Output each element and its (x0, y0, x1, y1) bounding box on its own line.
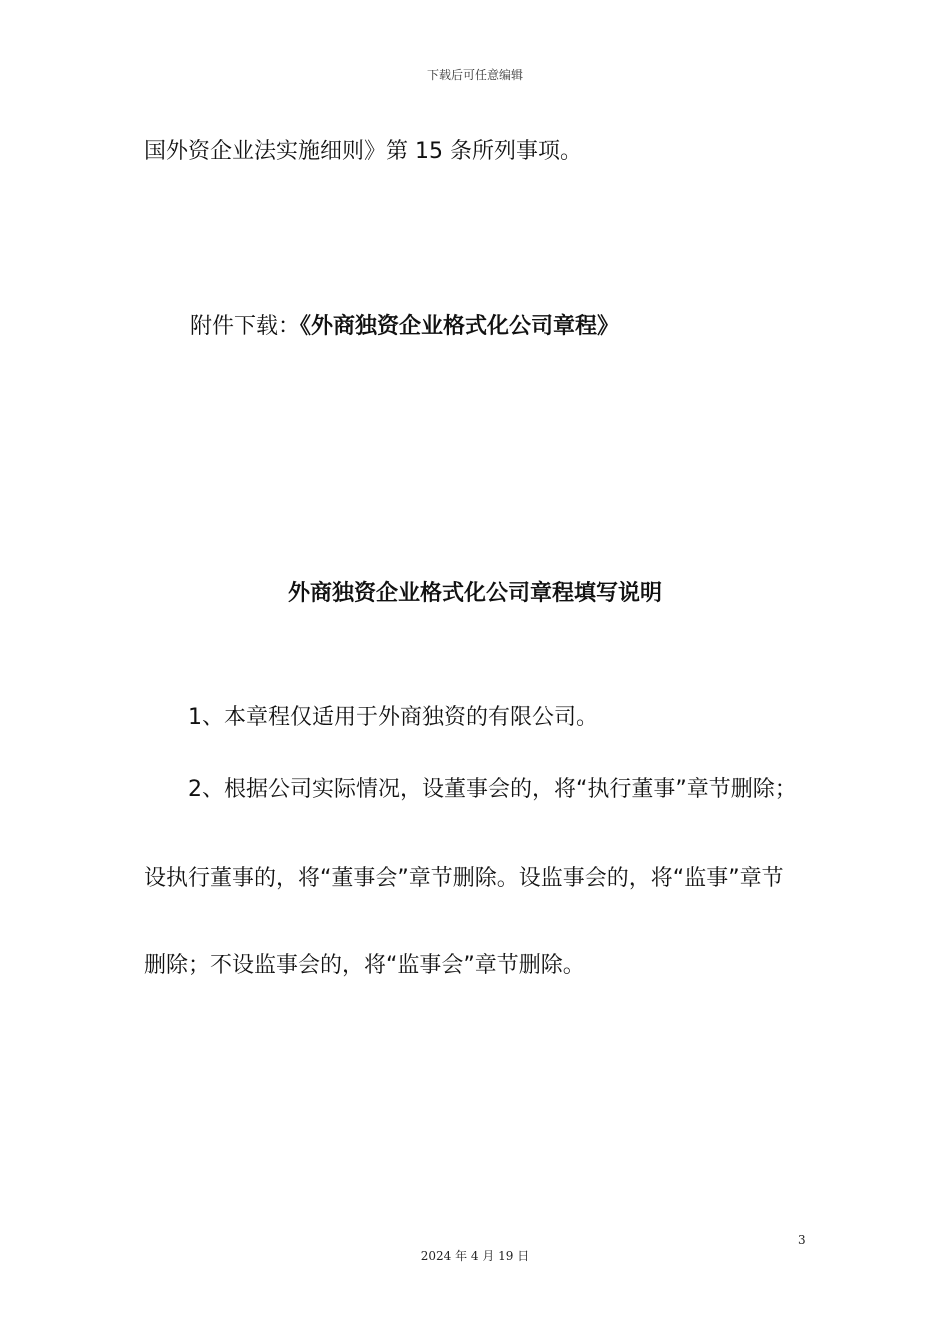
instruction-item-2-line-2: 设执行董事的，将“董事会”章节删除。设监事会的，将“监事”章节 (144, 866, 784, 891)
continuation-paragraph: 国外资企业法实施细则》第 15 条所列事项。 (144, 139, 582, 164)
footer-date: 2024 年 4 月 19 日 (420, 1249, 530, 1263)
page-number: 3 (798, 1233, 806, 1247)
instruction-item-1: 1、本章程仅适用于外商独资的有限公司。 (188, 705, 598, 730)
attachment-line (190, 312, 619, 342)
section-title: 外商独资企业格式化公司章程填写说明 (287, 581, 662, 606)
instruction-item-2-line-3: 删除；不设监事会的，将“监事会”章节删除。 (144, 953, 585, 978)
attachment-label: 附件下载： (190, 314, 301, 339)
attachment-download-link[interactable]: 《外商独资企业格式化公司章程》 (300, 314, 620, 339)
header-note: 下载后可任意编辑 (426, 68, 523, 82)
instruction-item-2-line-1: 2、根据公司实际情况，设董事会的，将“执行董事”章节删除； (188, 777, 797, 802)
